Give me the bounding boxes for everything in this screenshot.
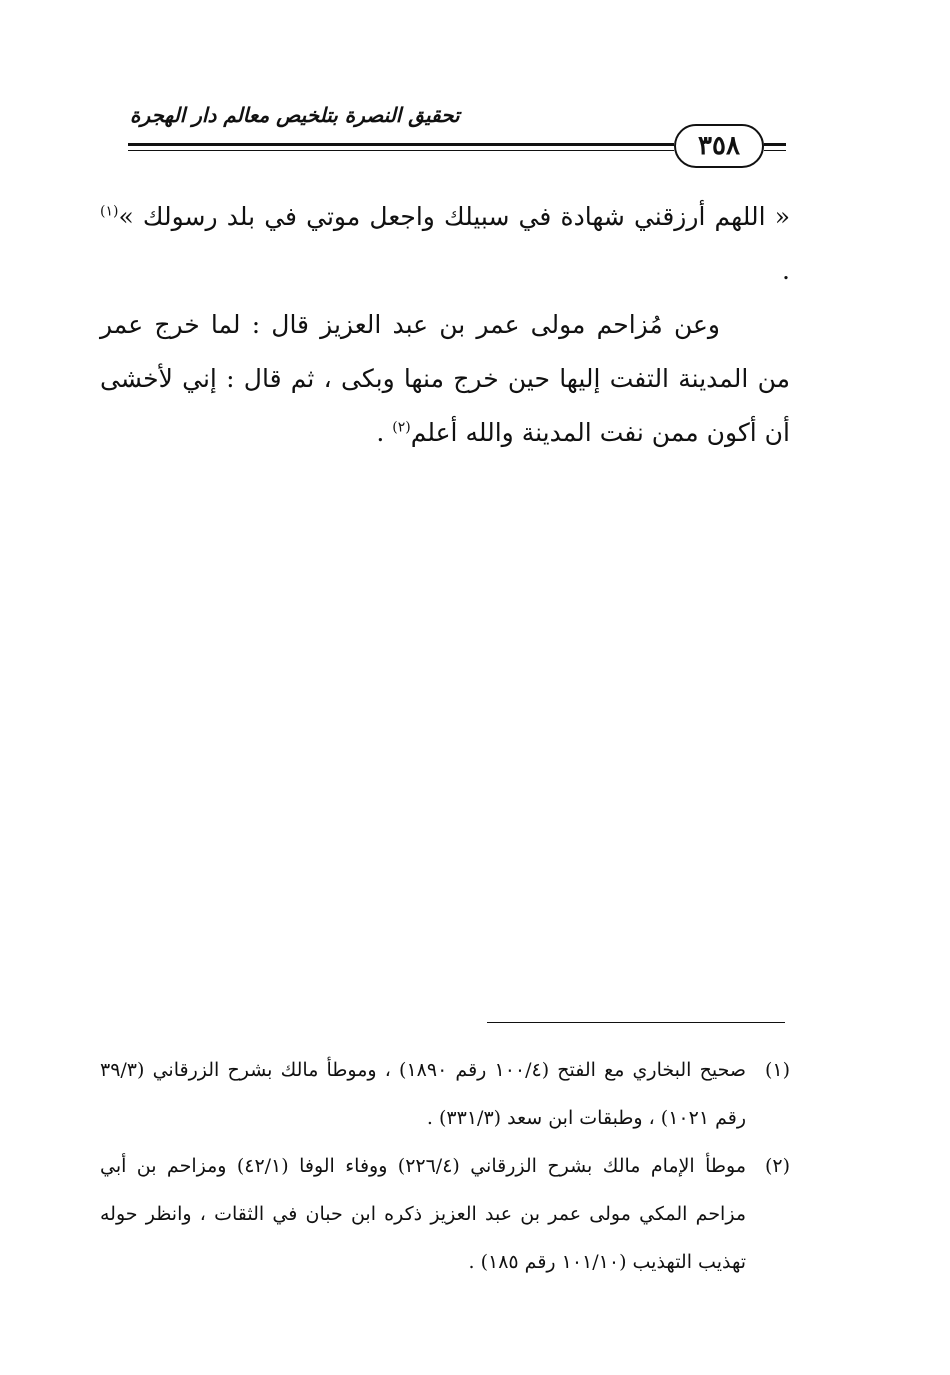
footnote-separator [487,1022,785,1023]
footnote-1 [100,1046,790,1142]
quote-text: « اللهم أرزقني شهادة في سبيلك واجعل موتي في بلد رسولك » [118,202,790,231]
main-text [100,190,790,460]
book-title: تحقيق النصرة بتلخيص معالم دار الهجرة [130,103,460,127]
paragraph-1 [100,190,790,298]
paragraph-2-text: وعن مُزاحم مولى عمر بن عبد العزيز قال : لما خرج عمر من المدينة التفت إليها حين خرج منها وبكى ، ثم قال : إني لأخشى أن أكون ممن نفت المدينة والله أعلم [100,310,790,447]
paragraph-2-end: . [376,418,393,447]
paragraph-2 [100,298,790,460]
header-rule-thick [128,143,674,146]
header-rule-tail-thin [764,150,786,151]
footnote-ref-1: (١) [100,203,119,220]
footnote-2 [100,1142,790,1286]
header-rule-tail-thick [764,143,786,146]
page-number: ٣٥٨ [674,124,764,168]
footnote-text: صحيح البخاري مع الفتح (١٠٠/٤ رقم ١٨٩٠) ، وموطأ مالك بشرح الزرقاني (٣٩/٣ رقم ١٠٢١) ، وطبقات ابن سعد (٣٣١/٣) . [100,1059,746,1129]
footnotes [100,1046,790,1286]
footnote-ref-2: (٢) [392,419,411,436]
header-rule-thin [128,150,674,151]
footnote-marker: (١) [764,1059,790,1081]
footnote-marker: (٢) [764,1155,790,1177]
quote-end: . [782,256,790,285]
footnote-text: موطأ الإمام مالك بشرح الزرقاني (٢٢٦/٤) ووفاء الوفا (٤٢/١) ومزاحم بن أبي مزاحم المكي مولى عمر بن عبد العزيز ذكره ابن حبان في الثقات ، وانظر حوله تهذيب التهذيب (١٠١/١٠ رقم ١٨٥) . [100,1155,746,1273]
page-header [0,0,950,180]
